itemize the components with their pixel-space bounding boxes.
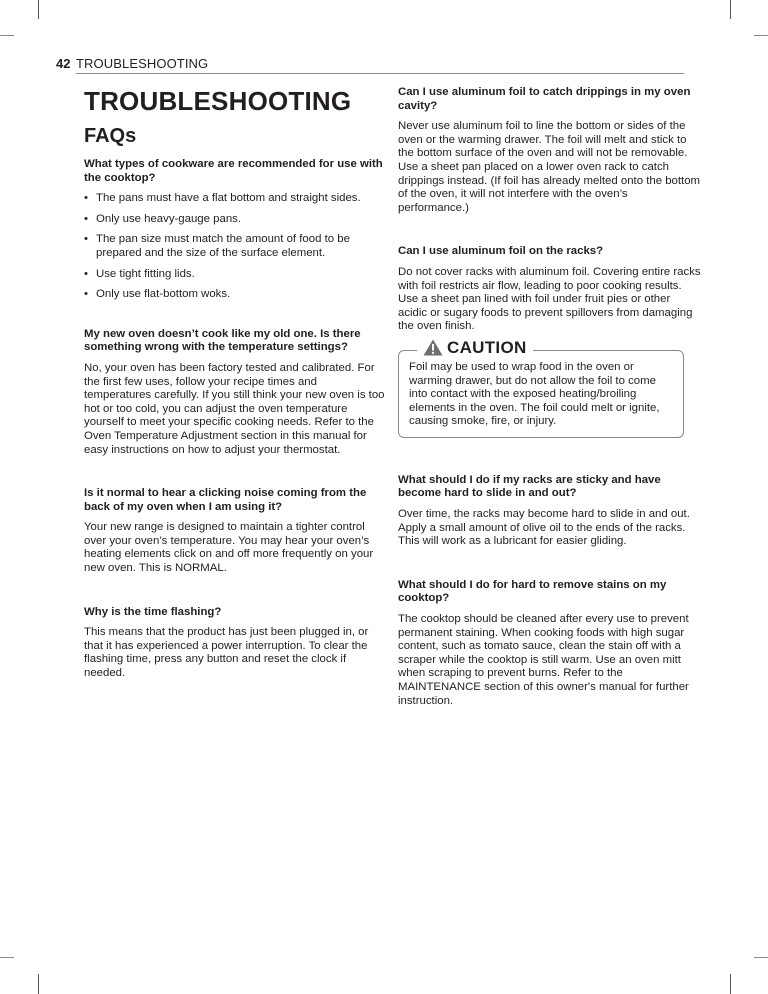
bullet-icon: • [84,192,88,205]
header-rule [76,73,684,74]
bullet-icon: • [84,233,88,246]
bullet-item [84,192,387,206]
crop-mark [730,974,731,994]
faq-question: Can I use aluminum foil to catch drippings in my oven cavity? [398,86,691,112]
caution-text: Foil may be used to wrap food in the oven or warming drawer, but do not allow the foil to come into contact with the exposed heating/broiling elements in the oven. The foil could melt or ignite, causing smoke, fire, or injury. [409,360,660,428]
faq-answer: Over time, the racks may become hard to slide in and out. Apply a small amount of olive oil to the ends of the racks. This will work as a lubricant for easier gliding. [398,508,690,548]
bullet-item [84,233,387,260]
caution-header [417,338,533,358]
faq-answer: The cooktop should be cleaned after every use to prevent permanent staining. When cooking foods with high sugar content, such as tomato sauce, clean the stain off with a scraper while the cooktop is still warm. Use an oven mitt when scraping to prevent burns. Refer to the MAINTENANCE section of this owner's manual for further instruction. [398,613,689,707]
warning-triangle-icon [423,339,443,356]
section-subtitle: FAQs [84,125,137,147]
bullet-icon: • [84,288,88,301]
bullet-text: Only use flat-bottom woks. [96,288,231,301]
faq-answer: Do not cover racks with aluminum foil. Covering entire racks with foil restricts air flow, leading to poor cooking results. Use a sheet pan lined with foil under fruit pies or other acidic or sugary foods to prevent spillovers from damaging the oven finish. [398,265,701,333]
faq-cookware [84,158,387,302]
faq-question: Can I use aluminum foil on the racks? [398,245,604,258]
faq-time-flashing [84,606,387,681]
caution-box [398,337,684,438]
crop-mark [754,35,768,36]
page-title: TROUBLESHOOTING [84,86,352,116]
bullet-icon: • [84,212,88,225]
faq-answer: No, your oven has been factory tested and calibrated. For the first few uses, follow your recipe times and temperatures carefully. If you still think your new oven is too hot or too cold, you can adjust the oven temperature yourself to meet your specific cooking needs. Refer to the Oven Temperature Adjustment section in this manual for easy instructions on how to adjust your thermostat. [84,361,385,456]
right-column [398,86,701,738]
caution-label: CAUTION [447,337,527,357]
bullet-text: The pans must have a flat bottom and straight sides. [96,192,361,205]
bullet-text: Use tight fitting lids. [96,267,195,280]
faq-question: Why is the time flashing? [84,605,222,618]
bullet-list [84,192,387,302]
faq-question: What should I do for hard to remove stains on my cooktop? [398,578,667,605]
bullet-item [84,213,387,227]
faq-foil-racks [398,245,701,334]
crop-mark [0,35,14,36]
page-number: 42 [56,56,71,71]
crop-mark [0,957,14,958]
header-section-title: TROUBLESHOOTING [76,56,209,71]
faq-oven-temperature [84,328,387,457]
bullet-text: Only use heavy-gauge pans. [96,212,242,225]
bullet-icon: • [84,267,88,280]
crop-mark [38,0,39,19]
faq-question: What types of cookware are recommended for use with the cooktop? [84,158,383,184]
faq-clicking-noise [84,487,387,576]
page-header [56,55,684,75]
faq-answer: Your new range is designed to maintain a tighter control over your oven’s temperature. You may hear your oven’s heating elements click on and off more frequently on your new oven. This is NORMAL. [84,521,374,575]
faq-question: Is it normal to hear a clicking noise coming from the back of my oven when I am using it? [84,487,367,513]
faq-question: What should I do if my racks are sticky and have become hard to slide in and out? [398,473,661,500]
faq-answer: Never use aluminum foil to line the bottom or sides of the oven or the warming drawer. The foil will melt and stick to the bottom surface of the oven and will not be removable. Use a sheet pan placed on a lower oven rack to catch drippings instead. (If foil has already melted onto the bottom of the oven, it will not interfere with the oven’s performance.) [398,120,701,214]
crop-mark [38,974,39,994]
bullet-text: The pan size must match the amount of food to be prepared and the size of the surface element. [96,233,350,259]
faq-question: My new oven doesn’t cook like my old one. Is there something wrong with the temperature settings? [84,327,361,354]
bullet-item [84,288,387,302]
bullet-item [84,268,387,282]
faq-cooktop-stains [398,579,701,708]
left-column [84,86,387,711]
faq-sticky-racks [398,474,701,549]
crop-mark [754,957,768,958]
faq-answer: This means that the product has just been plugged in, or that it has experienced a power interruption. To clear the flashing time, press any button and reset the clock if needed. [84,626,369,680]
crop-mark [730,0,731,19]
faq-foil-drippings [398,86,701,215]
